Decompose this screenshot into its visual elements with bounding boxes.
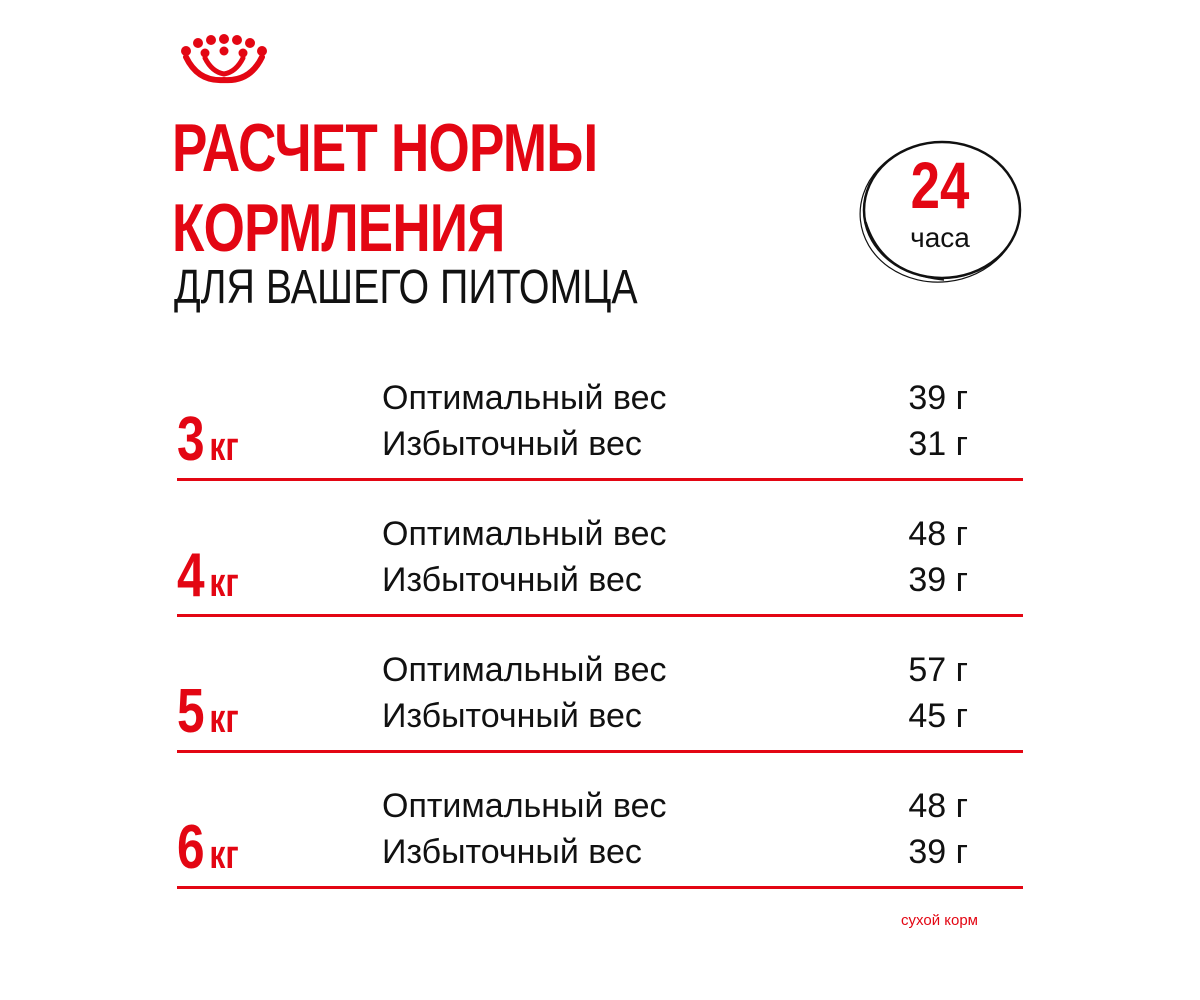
overweight-value: 45 г [908, 697, 968, 735]
optimal-label: Оптимальный вес [382, 787, 667, 825]
overweight-label: Избыточный вес [382, 425, 642, 463]
row-weight [177, 405, 239, 482]
overweight-label: Избыточный вес [382, 561, 642, 599]
title-line-2: КОРМЛЕНИЯ [172, 190, 505, 266]
weight-value: 4 [177, 541, 205, 610]
weight-value: 5 [177, 677, 205, 746]
optimal-value: 39 г [908, 379, 968, 417]
weight-unit: кг [209, 833, 239, 877]
optimal-value: 48 г [908, 515, 968, 553]
row-divider [177, 886, 1023, 889]
optimal-value: 48 г [908, 787, 968, 825]
weight-unit: кг [209, 425, 239, 469]
optimal-value: 57 г [908, 651, 968, 689]
badge-number: 24 [910, 148, 970, 222]
overweight-value: 31 г [908, 425, 968, 463]
weight-unit: кг [209, 697, 239, 741]
row-weight [177, 813, 239, 890]
optimal-label: Оптимальный вес [382, 515, 667, 553]
table-row [177, 378, 1023, 515]
row-divider [177, 614, 1023, 617]
hours-badge [852, 134, 1028, 288]
table-row [177, 514, 1023, 651]
overweight-label: Избыточный вес [382, 697, 642, 735]
weight-value: 3 [177, 405, 205, 474]
weight-unit: кг [209, 561, 239, 605]
page-title [172, 108, 597, 268]
table-row [177, 650, 1023, 787]
row-weight [177, 541, 239, 618]
optimal-label: Оптимальный вес [382, 379, 667, 417]
table-row [177, 786, 1023, 923]
badge-unit: часа [910, 222, 970, 253]
row-divider [177, 750, 1023, 753]
overweight-value: 39 г [908, 833, 968, 871]
row-divider [177, 478, 1023, 481]
weight-value: 6 [177, 813, 205, 882]
title-line-1: РАСЧЕТ НОРМЫ [172, 110, 598, 186]
crown-icon [178, 34, 268, 86]
overweight-value: 39 г [908, 561, 968, 599]
row-weight [177, 677, 239, 754]
page-subtitle: ДЛЯ ВАШЕГО ПИТОМЦА [174, 261, 638, 314]
footnote: сухой корм [901, 912, 978, 929]
optimal-label: Оптимальный вес [382, 651, 667, 689]
overweight-label: Избыточный вес [382, 833, 642, 871]
